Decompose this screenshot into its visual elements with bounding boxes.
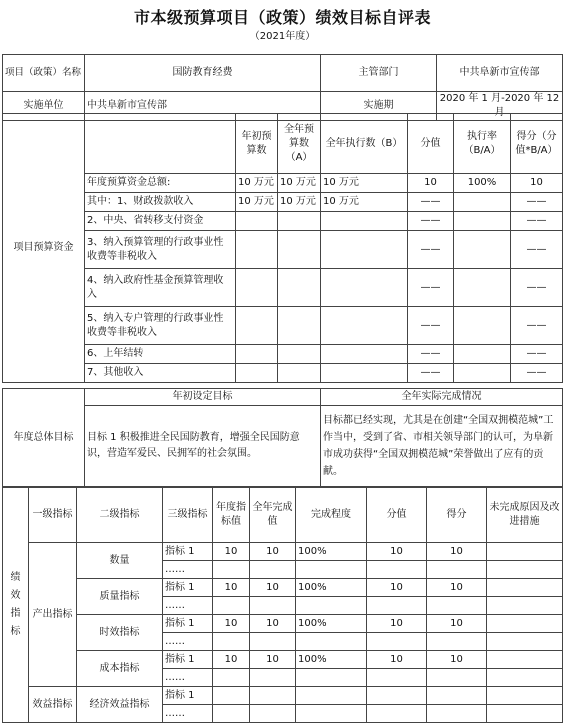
budget-header-blank <box>85 114 236 174</box>
budget-row-label: 2、中央、省转移支付资金 <box>85 212 236 231</box>
indicator-actual: 10 <box>250 543 296 561</box>
budget-row <box>3 307 563 345</box>
perf-group-name: 经济效益指标 <box>77 687 163 723</box>
indicator-degree: 100% <box>296 579 367 597</box>
indicator-score: 10 <box>427 615 487 633</box>
budget-full-year <box>278 364 321 383</box>
perf-header-level3: 三级指标 <box>163 488 213 543</box>
budget-row-label: 其中：1、财政拨款收入 <box>85 193 236 212</box>
budget-section-label: 项目预算资金 <box>3 114 85 383</box>
indicator-weight: 10 <box>367 651 427 669</box>
perf-section-label: 绩 效 指 标 <box>3 488 29 723</box>
indicator-ellipsis: …… <box>163 561 213 579</box>
info-table <box>2 54 563 121</box>
indicator-target: 10 <box>213 651 250 669</box>
budget-executed <box>321 269 408 307</box>
budget-executed <box>321 212 408 231</box>
indicator-name: 指标 1 <box>163 651 213 669</box>
unit-label: 实施单位 <box>3 92 85 121</box>
header-initial: 年初预算数 <box>236 114 278 174</box>
goals-section-label: 年度总体目标 <box>3 389 85 487</box>
budget-full-year <box>278 269 321 307</box>
budget-score: —— <box>511 231 563 269</box>
perf-header-reason: 未完成原因及改进措施 <box>487 488 563 543</box>
period-value: 2020 年 1 月-2020 年 12 月 <box>437 92 563 121</box>
indicator-degree: 100% <box>296 615 367 633</box>
budget-score: 10 <box>511 174 563 193</box>
budget-row <box>3 212 563 231</box>
budget-score-weight: —— <box>408 307 454 345</box>
budget-initial <box>236 269 278 307</box>
budget-full-year <box>278 231 321 269</box>
indicator-reason <box>487 651 563 669</box>
perf-header-level2: 二级指标 <box>77 488 163 543</box>
indicator-target: 10 <box>213 615 250 633</box>
dept-label: 主管部门 <box>321 55 437 92</box>
budget-rate <box>454 345 511 364</box>
indicator-degree: 100% <box>296 651 367 669</box>
indicator-name: 指标 1 <box>163 543 213 561</box>
budget-score: —— <box>511 364 563 383</box>
budget-rate <box>454 364 511 383</box>
budget-score: —— <box>511 212 563 231</box>
indicator-name: 指标 1 <box>163 579 213 597</box>
budget-score-weight: —— <box>408 364 454 383</box>
project-name: 国防教育经费 <box>85 55 321 92</box>
indicator-ellipsis: …… <box>163 633 213 651</box>
budget-score: —— <box>511 269 563 307</box>
budget-row-label: 4、纳入政府性基金预算管理收入 <box>85 269 236 307</box>
budget-row-label: 年度预算资金总额: <box>85 174 236 193</box>
period-label: 实施期 <box>321 92 437 121</box>
unit-value: 中共阜新市宣传部 <box>85 92 321 121</box>
budget-initial <box>236 345 278 364</box>
budget-executed <box>321 307 408 345</box>
indicator-score: 10 <box>427 543 487 561</box>
header-executed: 全年执行数（B） <box>321 114 408 174</box>
goals-actual-text: 目标都已经实现，尤其是在创建“全国双拥模范城”工作当中，受到了省、市相关领导部门的认可，为阜新市成功获得“全国双拥模范城”荣誉做出了应有的贡献。 <box>321 406 563 487</box>
indicator-degree: 100% <box>296 543 367 561</box>
budget-row-label: 5、纳入专户管理的行政事业性收费等非税收入 <box>85 307 236 345</box>
goals-set-label: 年初设定目标 <box>85 389 321 406</box>
budget-score: —— <box>511 345 563 364</box>
performance-table <box>2 487 563 723</box>
budget-executed: 10 万元 <box>321 174 408 193</box>
perf-header-score: 得分 <box>427 488 487 543</box>
indicator-target: 10 <box>213 543 250 561</box>
indicator-reason <box>487 579 563 597</box>
perf-header-degree: 完成程度 <box>296 488 367 543</box>
indicator-ellipsis: …… <box>163 669 213 687</box>
budget-row-label: 6、上年结转 <box>85 345 236 364</box>
indicator-reason <box>487 615 563 633</box>
perf-header-level1: 一级指标 <box>29 488 77 543</box>
budget-row-label: 3、纳入预算管理的行政事业性收费等非税收入 <box>85 231 236 269</box>
budget-score-weight: —— <box>408 231 454 269</box>
budget-full-year: 10 万元 <box>278 174 321 193</box>
indicator-actual: 10 <box>250 579 296 597</box>
perf-header-target: 年度指标值 <box>213 488 250 543</box>
page-subtitle: （2021年度） <box>249 31 316 42</box>
output-indicator-label: 产出指标 <box>29 543 77 687</box>
budget-row <box>3 364 563 383</box>
budget-executed: 10 万元 <box>321 193 408 212</box>
budget-initial: 10 万元 <box>236 193 278 212</box>
budget-full-year <box>278 345 321 364</box>
indicator-name: 指标 1 <box>163 615 213 633</box>
indicator-reason <box>487 543 563 561</box>
budget-row-label: 7、其他收入 <box>85 364 236 383</box>
goals-actual-label: 全年实际完成情况 <box>321 389 563 406</box>
page-title: 市本级预算项目（政策）绩效目标自评表 <box>133 8 431 27</box>
budget-score-weight: —— <box>408 212 454 231</box>
budget-table <box>2 113 563 383</box>
budget-full-year <box>278 212 321 231</box>
indicator-weight: 10 <box>367 579 427 597</box>
budget-initial <box>236 307 278 345</box>
indicator-actual: 10 <box>250 651 296 669</box>
budget-score: —— <box>511 193 563 212</box>
budget-full-year: 10 万元 <box>278 193 321 212</box>
perf-group-name: 数量 <box>77 543 163 579</box>
dept-value: 中共阜新市宣传部 <box>437 55 563 92</box>
budget-rate <box>454 212 511 231</box>
benefit-indicator-label: 效益指标 <box>29 687 77 723</box>
budget-rate <box>454 193 511 212</box>
budget-executed <box>321 231 408 269</box>
budget-executed <box>321 345 408 364</box>
budget-rate <box>454 269 511 307</box>
budget-initial: 10 万元 <box>236 174 278 193</box>
budget-score-weight: —— <box>408 345 454 364</box>
budget-initial <box>236 364 278 383</box>
budget-row <box>3 174 563 193</box>
perf-group-name: 时效指标 <box>77 615 163 651</box>
budget-score-weight: 10 <box>408 174 454 193</box>
budget-row <box>3 269 563 307</box>
budget-row <box>3 231 563 269</box>
indicator-score: 10 <box>427 579 487 597</box>
header-score-weight: 分值 <box>408 114 454 174</box>
header-full-year: 全年预算数（A） <box>278 114 321 174</box>
budget-score-weight: —— <box>408 269 454 307</box>
indicator-weight: 10 <box>367 543 427 561</box>
budget-row <box>3 193 563 212</box>
budget-score-weight: —— <box>408 193 454 212</box>
budget-rate <box>454 307 511 345</box>
indicator-weight: 10 <box>367 615 427 633</box>
budget-executed <box>321 364 408 383</box>
indicator-name: 指标 1 <box>163 687 213 705</box>
perf-group-name: 成本指标 <box>77 651 163 687</box>
budget-initial <box>236 231 278 269</box>
indicator-target: 10 <box>213 579 250 597</box>
goals-table <box>2 388 563 487</box>
budget-full-year <box>278 307 321 345</box>
indicator-ellipsis: …… <box>163 705 213 723</box>
perf-header-actual: 全年完成值 <box>250 488 296 543</box>
perf-header-weight: 分值 <box>367 488 427 543</box>
header-score: 得分（分值*B/A） <box>511 114 563 174</box>
project-name-label: 项目（政策）名称 <box>3 55 85 92</box>
indicator-actual: 10 <box>250 615 296 633</box>
budget-row <box>3 345 563 364</box>
header-rate: 执行率（B/A） <box>454 114 511 174</box>
budget-rate <box>454 231 511 269</box>
budget-rate: 100% <box>454 174 511 193</box>
goals-set-text: 目标 1 积极推进全民国防教育，增强全民国防意识，营造军爱民、民拥军的社会氛围。 <box>85 406 321 487</box>
perf-group-name: 质量指标 <box>77 579 163 615</box>
indicator-score: 10 <box>427 651 487 669</box>
indicator-ellipsis: …… <box>163 597 213 615</box>
budget-score: —— <box>511 307 563 345</box>
budget-initial <box>236 212 278 231</box>
